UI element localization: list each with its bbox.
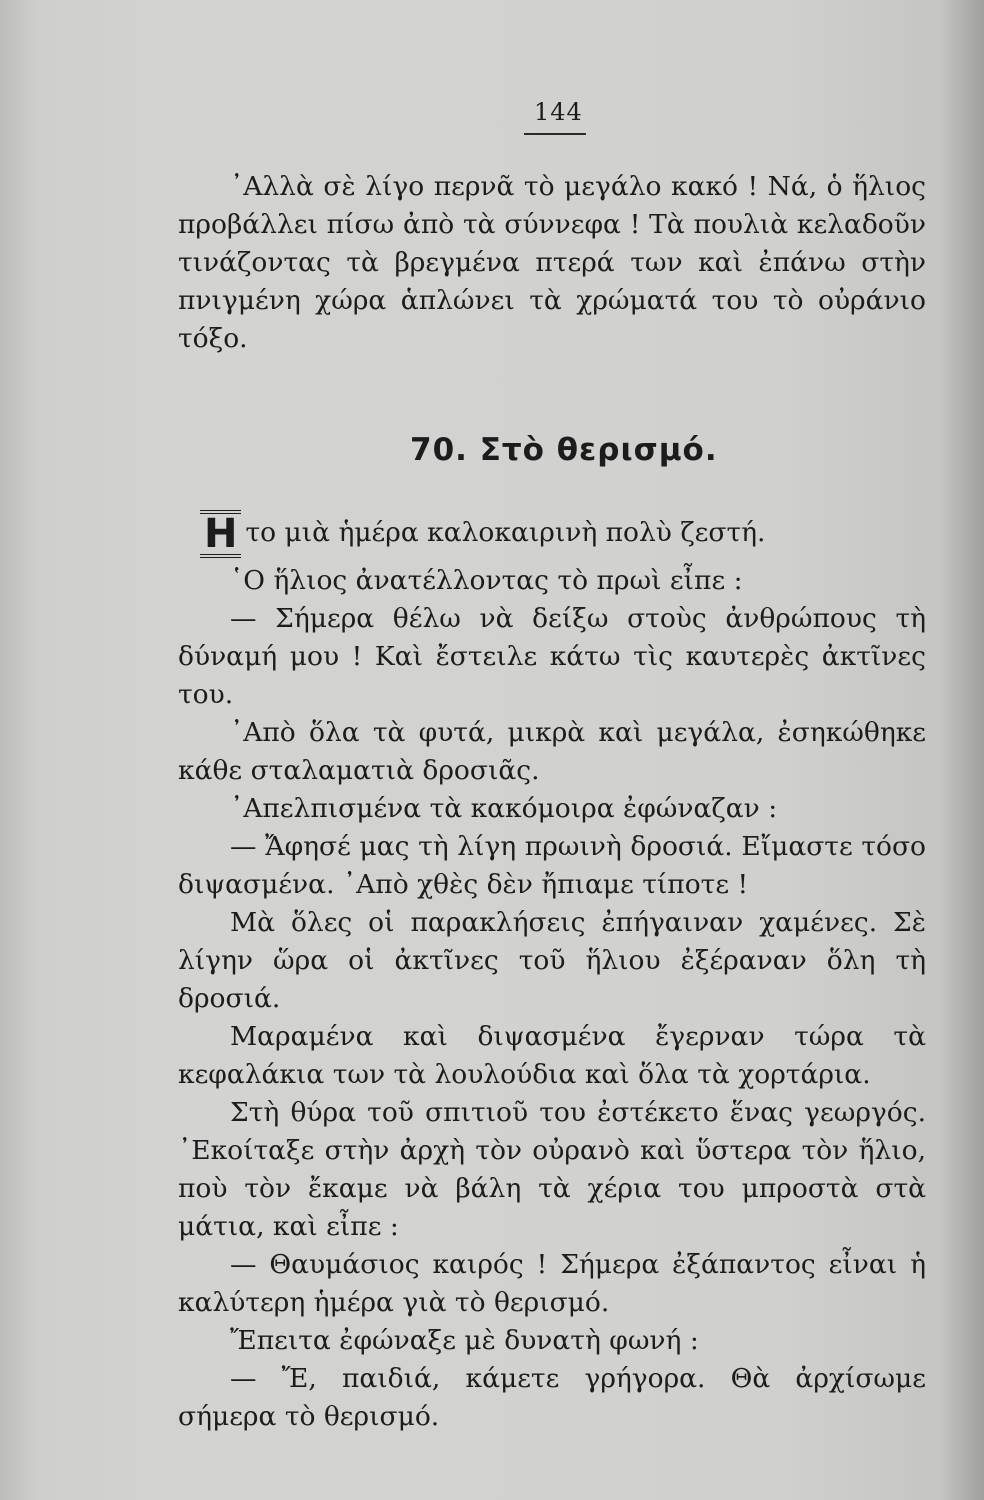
story-paragraph: — Θαυμάσιος καιρός ! Σήμερα ἐξάπαντος εἶναι ἡ καλύτερη ἡμέρα γιὰ τὸ θερισμό. [178,1249,926,1318]
chapter-heading: 70. Στὸ θερισμό. [410,432,718,468]
page-number: 144 [534,98,583,126]
intro-paragraph: ᾿Αλλὰ σὲ λίγο περνᾶ τὸ μεγάλο κακό ! Νά, ὁ ἥλιος προβάλλει πίσω ἀπὸ τὰ σύννεφα ! Τὰ πουλιὰ κελαδοῦν τινάζοντας τὰ βρεγμένα πτερά των καὶ ἐπάνω στὴν πνιγμένη χώρα ἁπλώνει τὰ χρώματά του τὸ οὐράνιο τόξο. [178,171,926,354]
drop-cap-letter: Η [200,510,241,558]
story-paragraph: Μὰ ὅλες οἱ παρακλήσεις ἐπήγαιναν χαμένες. Σὲ λίγην ὥρα οἱ ἀκτῖνες τοῦ ἥλιου ἐξέραναν ὅλη τὴ δροσιά. [178,907,926,1014]
story-paragraph: Στὴ θύρα τοῦ σπιτιοῦ του ἐστέκετο ἕνας γεωργός. ᾿Εκοίταξε στὴν ἀρχὴ τὸν οὐρανὸ καὶ ὕστερα τὸν ἥλιο, ποὺ τὸν ἔκαμε νὰ βάλη τὰ χέρια του μπροστὰ στὰ μάτια, καὶ εἶπε : [178,1097,926,1242]
story-paragraph: ῾Ο ἥλιος ἀνατέλλοντας τὸ πρωὶ εἶπε : [230,565,743,596]
story-paragraph: — Ἔ, παιδιά, κάμετε γρήγορα. Θὰ ἀρχίσωμε σήμερα τὸ θερισμό. [178,1363,926,1432]
page-number-underline [524,133,586,135]
story-paragraph: ᾿Απὸ ὅλα τὰ φυτά, μικρὰ καὶ μεγάλα, ἐσηκώθηκε κάθε σταλαματιὰ δροσιᾶς. [178,717,926,786]
story-paragraph: ᾿Απελπισμένα τὰ κακόμοιρα ἐφώναζαν : [230,793,778,824]
story-paragraph: — Ἄφησέ μας τὴ λίγη πρωινὴ δροσιά. Εἴμαστε τόσο διψασμένα. ᾿Απὸ χθὲς δὲν ἤπιαμε τίποτε ! [178,831,926,900]
first-line-text: το μιὰ ἡμέρα καλοκαιρινὴ πολὺ ζεστή. [245,517,766,548]
story-paragraph: — Σήμερα θέλω νὰ δείξω στοὺς ἀνθρώπους τὴ δύναμή μου ! Καὶ ἔστειλε κάτω τὶς καυτερὲς ἀκτῖνες του. [178,603,926,710]
page-spine-shadow [940,0,984,1500]
story-paragraph: Ἔπειτα ἐφώναξε μὲ δυνατὴ φωνή : [230,1325,699,1356]
story-first-line [178,510,926,558]
story-body [178,562,926,1436]
story-paragraph: Μαραμένα καὶ διψασμένα ἔγερναν τώρα τὰ κεφαλάκια των τὰ λουλούδια καὶ ὅλα τὰ χορτάρια. [178,1021,926,1090]
